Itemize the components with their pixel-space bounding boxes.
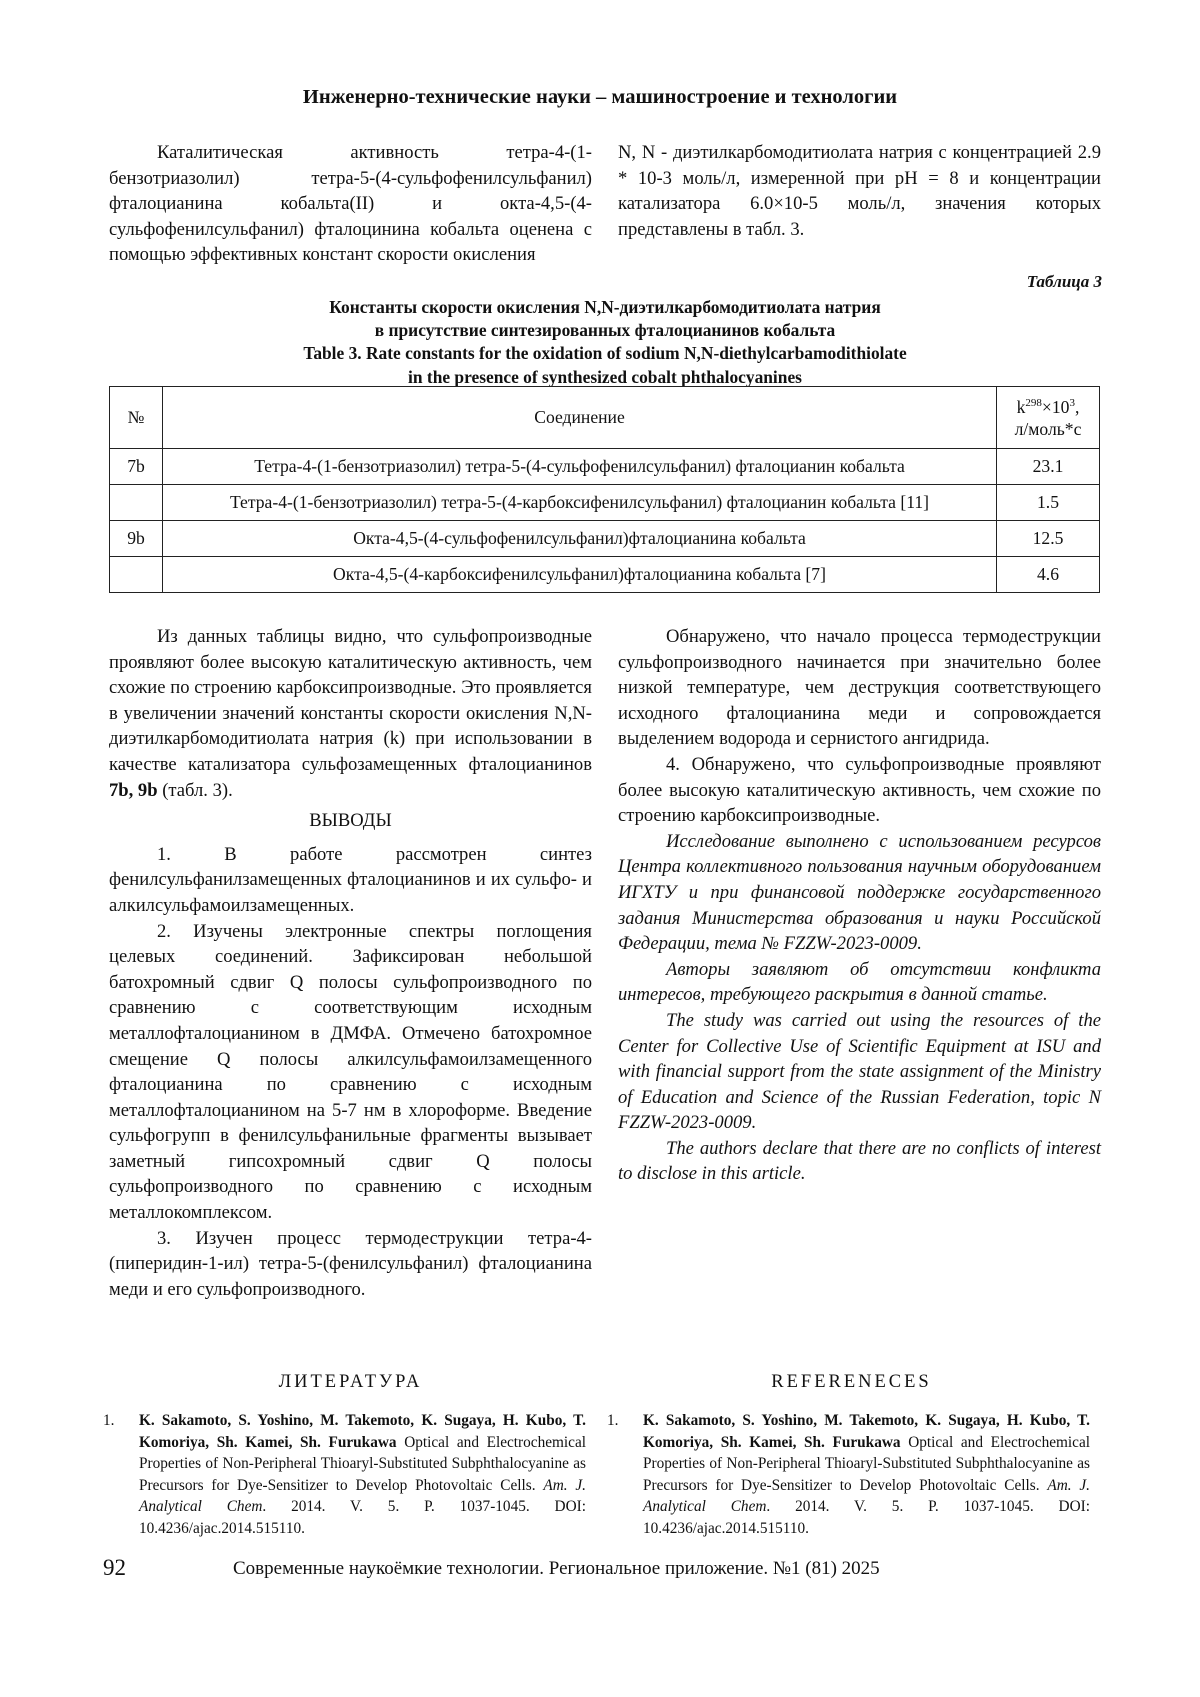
references-title-en: REFERENECES [771,1372,932,1392]
row-num: 9b [110,521,163,557]
thermolysis-paragraph: Обнаружено, что начало процесса термодеструкции сульфопроизводного начинается при значительно более низкой температуре, чем деструкция соответствующего исходного фталоцианина меди и сопровождается выделением водорода и сернистого ангидрида. [618,626,1101,750]
header-num: № [110,387,163,449]
list-item [103,1410,586,1540]
header-k-temp: 298 [1025,396,1042,409]
ref-authors: K. Sakamoto, S. Yoshino, M. Takemoto, K. Sugaya, H. Kubo, T. Komoriya, Sh. Kamei, Sh. Furukawa [643,1412,1090,1451]
references-list-en [607,1410,1090,1540]
row-compound: Тетра-4-(1-бензотриазолил) тетра-5-(4-сульфофенилсульфанил) фталоцианин кобальта [163,449,997,485]
row-num: 7b [110,449,163,485]
row-compound: Тетра-4-(1-бензотриазолил) тетра-5-(4-карбоксифенилсульфанил) фталоцианин кобальта [11] [163,485,997,521]
caption-en-line-1: Table 3. Rate constants for the oxidation of sodium N,N-diethylcarbamodithiolate [303,343,907,364]
discussion-ref: (табл. 3). [157,779,233,801]
ref-number: 1. [607,1412,619,1429]
caption-en-line-2: in the presence of synthesized cobalt phthalocyanines [408,366,802,387]
intro-section [109,140,1101,268]
conflict-of-interest-en: The authors declare that there are no conflicts of interest to disclose in this article. [618,1137,1101,1185]
conflict-of-interest-ru: Авторы заявляют об отсутствии конфликта интересов, требующего раскрытия в данной статье. [618,958,1101,1006]
ref-details: . 2014. V. 5. P. 1037-1045. DOI: 10.4236/ajac.2014.515110. [139,1498,586,1537]
conclusion-4: 4. Обнаружено, что сульфопроизводные проявляют более высокую каталитическую активность, чем схожие по строению карбоксипроизводные. [618,753,1101,827]
header-k-unit: л/моль*с [1014,418,1082,439]
body-right-column [618,624,1101,1302]
ref-details: . 2014. V. 5. P. 1037-1045. DOI: 10.4236/ajac.2014.515110. [643,1498,1090,1537]
references-title-ru: ЛИТЕРАТУРА [278,1372,423,1392]
body-section [109,624,1101,1302]
running-title: Инженерно-технические науки – машиностроение и технологии [302,86,898,108]
caption-ru-line-1: Константы скорости окисления N,N-диэтилкарбомодитиолата натрия [329,297,881,317]
conclusion-2: 2. Изучены электронные спектры поглощения целевых соединений. Зафиксирован небольшой батохромный сдвиг Q полосы сульфопроизводного по сравнению с соответствующим исходным металлофталоцианином в ДМФА. Отмечено батохромное смещение Q полосы алкилсульфамоилзамещенного фталоцианина по сравнению с исходным металлофталоцианином на 5-7 нм в хлороформе. Введение сульфогрупп в фенилсульфанильные фрагменты вызывает заметный гипсохромный сдвиг Q полосы сульфопроизводного по сравнению с исходным металлокомплексом. [109,920,592,1224]
body-left-column [109,624,592,1302]
row-k: 23.1 [997,449,1100,485]
references-list-ru [103,1410,586,1540]
table-row [110,557,1100,593]
row-k: 1.5 [997,485,1100,521]
ref-authors: K. Sakamoto, S. Yoshino, M. Takemoto, K. Sugaya, H. Kubo, T. Komoriya, Sh. Kamei, Sh. Furukawa [139,1412,586,1451]
ref-journal: Am. J. Analytical Chem [139,1476,586,1516]
row-compound: Окта-4,5-(4-сульфофенилсульфанил)фталоцианина кобальта [163,521,997,557]
header-k-mult: ×10 [1041,396,1070,417]
table-row [110,485,1100,521]
ref-title: Optical and Electrochemical Properties of Non-Peripheral Thioaryl-Substituted Subphthalocyanine as Precursors for Dye-Sensitizer to Develop Photovoltaic Cells. [139,1433,586,1494]
discussion-text: Из данных таблицы видно, что сульфопроизводные проявляют более высокую каталитическую активность, чем схожие по строению карбоксипроизводные. Это проявляется в увеличении значений константы скорости окисления N,N-диэтилкарбомодитиолата натрия (k) при использовании в качестве катализатора сульфозамещенных фталоцианинов [109,626,592,775]
header-compound: Соединение [163,387,997,449]
rate-constants-table [109,386,1100,593]
discussion-paragraph [109,624,592,803]
journal-title: Современные наукоёмкие технологии. Региональное приложение. №1 (81) 2025 [233,1558,880,1579]
discussion-compounds: 7b, 9b [109,779,158,801]
table-row [110,521,1100,557]
row-k: 12.5 [997,521,1100,557]
row-num [110,557,163,593]
acknowledgement-en: The study was carried out using the resources of the Center for Collective Use of Scientific Equipment at ISU and with financial support from the state assignment of the Ministry of Education and Science of the Russian Federation, topic N FZZW-2023-0009. [618,1009,1101,1134]
table-header-row [110,387,1100,449]
table-label: Таблица 3 [1026,272,1102,291]
conclusions-title: ВЫВОДЫ [309,810,392,832]
row-compound: Окта-4,5-(4-карбоксифенилсульфанил)фталоцианина кобальта [7] [163,557,997,593]
conclusion-3: 3. Изучен процесс термодеструкции тетра-4-(пиперидин-1-ил) тетра-5-(фенилсульфанил) фталоцианина меди и его сульфопроизводного. [109,1227,592,1300]
intro-right-column [618,140,1101,268]
intro-left-column [109,140,592,268]
intro-paragraph-right: N, N - диэтилкарбомодитиолата натрия с концентрацией 2.9 * 10-3 моль/л, измеренной при pH = 8 и концентрации катализатора 6.0×10-5 моль/л, значения которых представлены в табл. 3. [618,142,1101,240]
page-number: 92 [103,1555,126,1580]
ref-journal: Am. J. Analytical Chem [643,1476,1090,1516]
intro-paragraph-left: Каталитическая активность тетра-4-(1-бензотриазолил) тетра-5-(4-сульфофенилсульфанил) фталоцианина кобальта(II) и окта-4,5-(4-сульфофенилсульфанил) фталоцинина кобальта оценена с помощью эффективных констант скорости окисления [109,142,592,266]
header-k-comma: , [1074,396,1080,417]
caption-ru-line-2: в присутствие синтезированных фталоцианинов кобальта [374,320,836,341]
header-k-base: k [1016,396,1026,417]
ref-title: Optical and Electrochemical Properties of Non-Peripheral Thioaryl-Substituted Subphthalocyanine as Precursors for Dye-Sensitizer to Develop Photovoltaic Cells. [643,1433,1090,1494]
table-row [110,449,1100,485]
row-num [110,485,163,521]
ref-number: 1. [103,1412,115,1429]
ref-text [643,1410,1090,1540]
row-k: 4.6 [997,557,1100,593]
header-k [997,387,1100,449]
conclusion-1: 1. В работе рассмотрен синтез фенилсульфанилзамещенных фталоцианинов и их сульфо- и алкилсульфамоилзамещенных. [109,843,592,916]
table-caption [109,296,1101,389]
header-k-exp: 3 [1069,396,1075,409]
acknowledgement-ru: Исследование выполнено с использованием ресурсов Центра коллективного пользования научным оборудованием ИГХТУ и при финансовой поддержке государственного задания Министерства образования и науки Российской Федерации, тема № FZZW-2023-0009. [618,830,1101,955]
list-item [607,1410,1090,1540]
ref-text [139,1410,586,1540]
